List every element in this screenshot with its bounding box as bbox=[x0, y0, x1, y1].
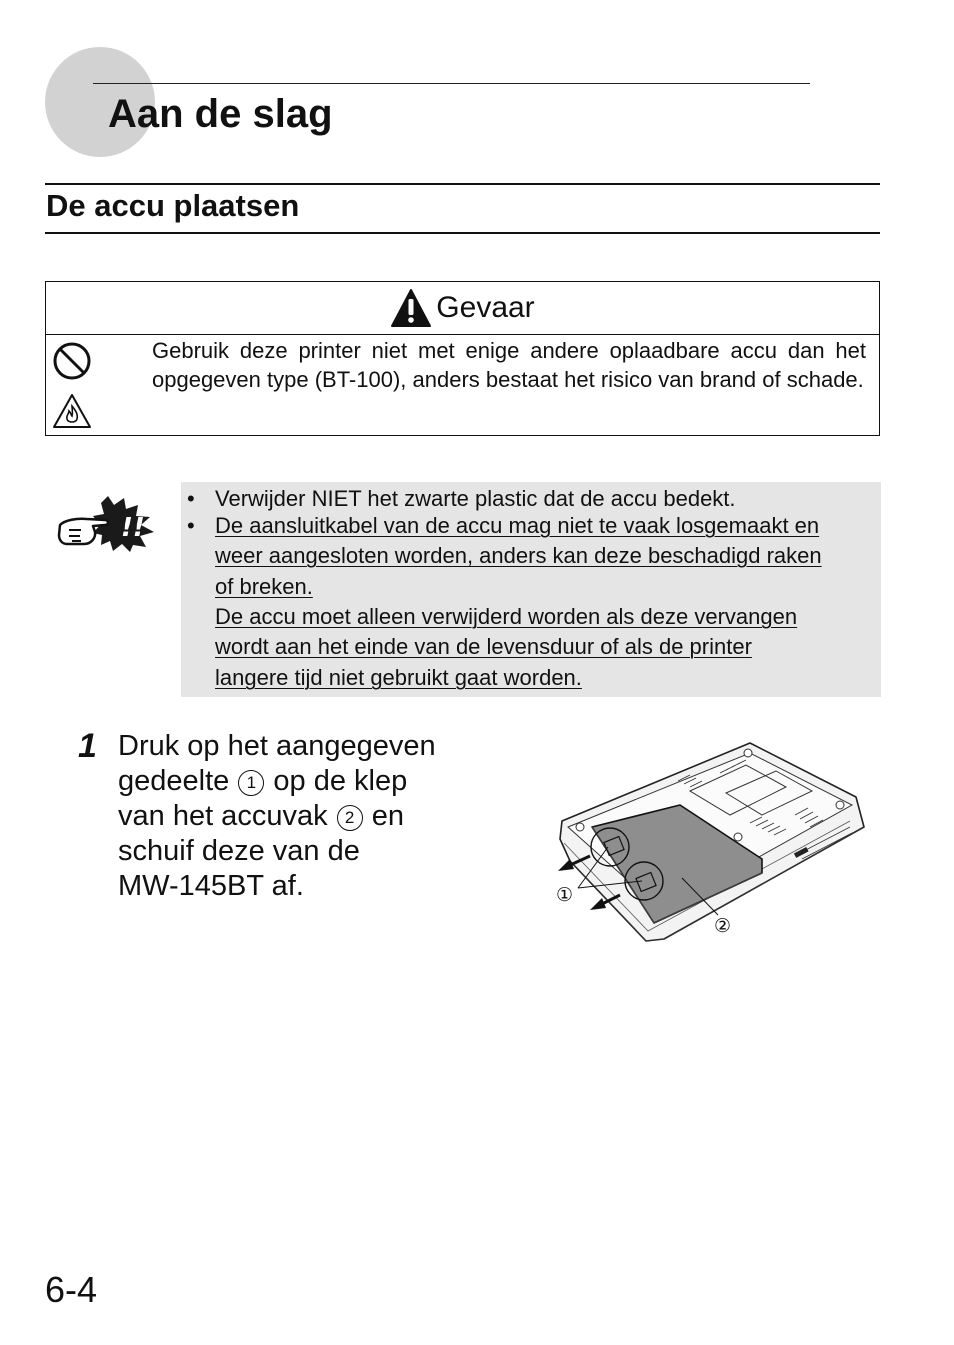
step-text-fragment: gedeelte bbox=[118, 765, 230, 797]
prohibition-icon bbox=[52, 341, 92, 381]
callout-label-2: ② bbox=[714, 915, 732, 937]
note-line: De aansluitkabel van de accu mag niet te vaak losgemaakt en bbox=[215, 513, 820, 538]
step-text-fragment: en bbox=[371, 800, 404, 832]
step-text-fragment: op de klep bbox=[273, 765, 408, 797]
danger-header bbox=[46, 282, 879, 335]
note-line: langere tijd niet gebruikt gaat worden. bbox=[215, 665, 582, 690]
chapter-rule bbox=[93, 83, 810, 84]
note-line: weer aangesloten worden, anders kan deze beschadigd raken bbox=[215, 543, 822, 568]
step-line bbox=[118, 799, 404, 834]
note-bullet: • bbox=[187, 513, 195, 538]
section-title: De accu plaatsen bbox=[46, 188, 300, 223]
note-line: of breken. bbox=[215, 574, 313, 599]
note-line: De accu moet alleen verwijderd worden als deze vervangen bbox=[215, 604, 798, 629]
page-number: 6-4 bbox=[45, 1269, 98, 1310]
step-line: Druk op het aangegeven bbox=[118, 730, 436, 762]
callout-label-1: ① bbox=[556, 884, 574, 906]
step-number: 1 bbox=[78, 727, 97, 765]
fire-hazard-icon bbox=[51, 392, 93, 430]
danger-text: Gebruik deze printer niet met enige andere oplaadbare accu dan het opgegeven type (BT-100), anders bestaat het risico van brand of schade. bbox=[152, 338, 866, 392]
note-box bbox=[181, 482, 881, 697]
note-bullet: • bbox=[187, 486, 195, 511]
section-rule-bottom bbox=[45, 232, 880, 234]
danger-title: Gevaar bbox=[436, 291, 535, 324]
note-line: Verwijder NIET het zwarte plastic dat de accu bedekt. bbox=[215, 486, 736, 511]
step-line: MW-145BT af. bbox=[118, 870, 304, 902]
section-rule-top bbox=[45, 183, 880, 185]
warning-triangle-icon bbox=[390, 288, 432, 328]
step-line: schuif deze van de bbox=[118, 835, 360, 867]
chapter-title: Aan de slag bbox=[108, 92, 333, 136]
printer-battery-illustration bbox=[550, 735, 870, 950]
callout-marker-2: 2 bbox=[337, 805, 363, 831]
callout-marker-1: 1 bbox=[238, 770, 264, 796]
note-line: wordt aan het einde van de levensduur of als de printer bbox=[215, 634, 752, 659]
danger-box bbox=[45, 281, 880, 436]
svg-text:!!: !! bbox=[121, 513, 145, 543]
step-text-fragment: van het accuvak bbox=[118, 800, 328, 832]
pointing-hand-exclamation-icon bbox=[55, 494, 161, 552]
step-line bbox=[118, 764, 407, 799]
